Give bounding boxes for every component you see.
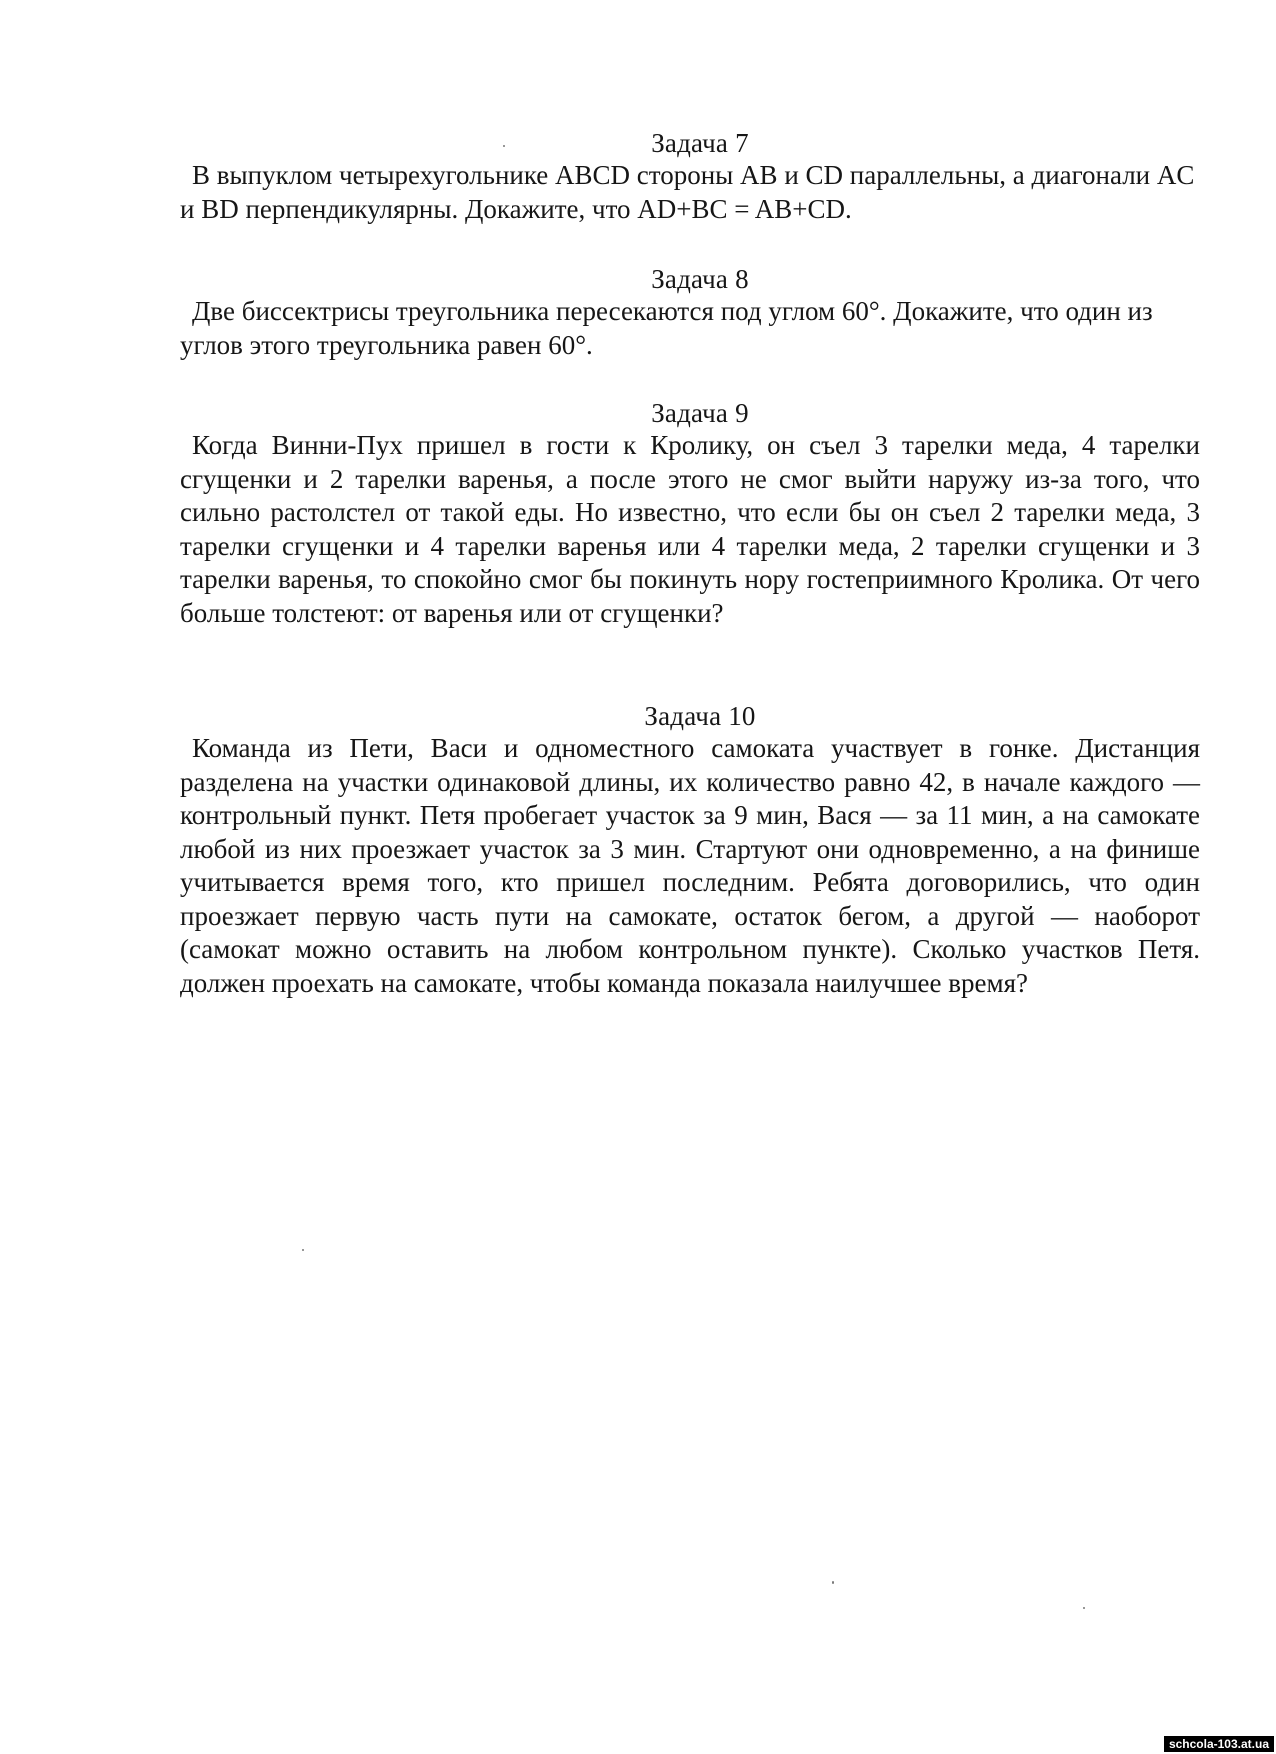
task-10-title: Задача 10	[644, 701, 756, 731]
scan-speck	[302, 1249, 304, 1251]
task-10-text: Команда из Пети, Васи и одноместного самоката участвует в гонке. Дистанция разделена на участки одинаковой длины, их количество равно 42, в начале каждого — контрольный пункт. Петя пробегает участок за 9 мин, Вася — за 11 мин, а на самокате любой из них проезжает участок за 3 мин. Стартуют они одновременно, а на финише учитывается время того, кто пришел последним. Ребята договорились, что один проезжает первую часть пути на самокате, остаток бегом, а другой — наоборот (самокат можно оставить на любом контрольном пункте). Сколько участков Петя. должен проехать на самокате, чтобы команда показала наилучшее время?	[180, 733, 1200, 998]
task-8	[180, 263, 1200, 362]
scan-speck	[1083, 1607, 1085, 1609]
task-8-title: Задача 8	[651, 264, 749, 294]
scan-speck	[503, 145, 505, 147]
site-watermark: schcola-103.at.ua	[1164, 1736, 1274, 1752]
task-7-title: Задача 7	[651, 128, 749, 158]
task-10	[180, 700, 1200, 1000]
task-7	[180, 127, 1200, 226]
task-9-text: Когда Винни-Пух пришел в гости к Кролику, он съел 3 тарелки меда, 4 тарелки сгущенки и 2 тарелки варенья, а после этого не смог выйти наружу из-за того, что сильно растолстел от такой еды. Но известно, что если бы он съел 2 тарелки меда, 3 тарелки сгущенки и 4 тарелки варенья или 4 тарелки меда, 2 тарелки сгущенки и 3 тарелки варенья, то спокойно смог бы покинуть нору гостеприимного Кролика. От чего больше толстеют: от варенья или от сгущенки?	[180, 430, 1200, 628]
task-8-text: Две биссектрисы треугольника пересекаются под углом 60°. Докажите, что один из углов этого треугольника равен 60°.	[180, 296, 1153, 360]
task-7-text: В выпуклом четырехугольнике ABCD стороны AB и CD параллельны, а диагонали AC и BD перпендикулярны. Докажите, что AD+BC = AB+CD.	[180, 160, 1195, 224]
task-9-title: Задача 9	[651, 398, 749, 428]
scan-speck	[832, 1581, 834, 1584]
task-9	[180, 397, 1200, 630]
